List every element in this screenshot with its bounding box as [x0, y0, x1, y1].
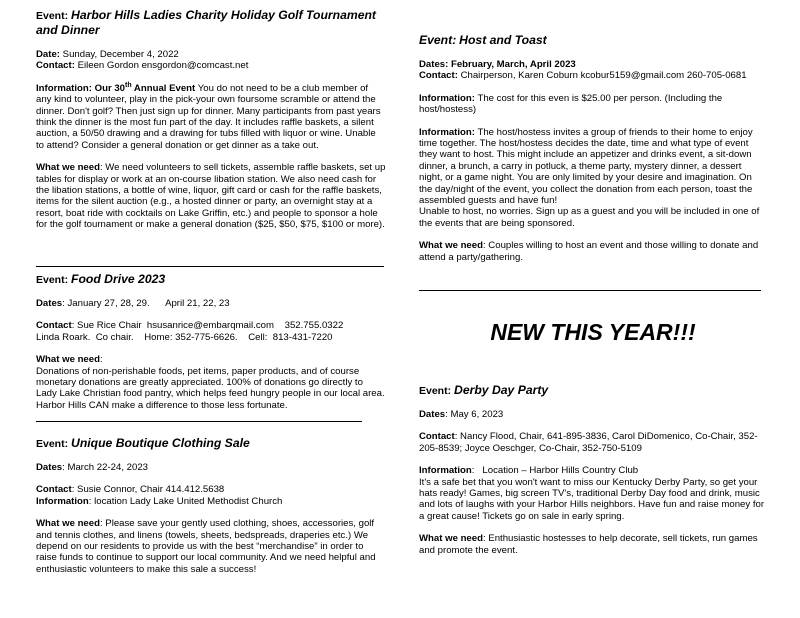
- event-contact: [419, 70, 767, 81]
- contact-label: Contact: [36, 484, 72, 496]
- event-information: [419, 93, 767, 116]
- information-text: It's a safe bet that you won't want to miss our Kentucky Derby Party, so get your hats ready! Games, big screen TV's, traditional Derby Day food and drink, music and lots of laughs with your Harbor Hills neighbors. Have fun and raise money for a great cause! Tickets go on sale in early spring.: [419, 476, 765, 522]
- event-boutique-sale: [36, 436, 386, 575]
- dates-label: Dates: February, March, April 2023: [419, 59, 576, 70]
- section-divider: [36, 266, 384, 267]
- need-text: Donations of non-perishable foods, pet items, paper products, and of course monetary donations are greatly appreciated. 100% of donations go directly to Lady Lake Christian food pantry, which helps feed hungry people in our local area. Harbor Hills CAN make a difference to those less fortunate.: [36, 365, 385, 411]
- event-title: [36, 436, 386, 451]
- dates-label: Dates: [36, 462, 63, 473]
- date-label: Date:: [36, 49, 60, 60]
- new-this-year-heading: NEW THIS YEAR!!!: [490, 319, 696, 345]
- event-label: Event:: [419, 385, 452, 397]
- information-label: Information:: [419, 126, 475, 138]
- information-text: The host/hostess invites a group of friends to their home to enjoy time together. The host/hostess decides the date, time and what type of event they want to host. This might include an appetizer and drinks event, a sit-down dinner, a brunch, a carry in potluck, a theme party, mystery dinner, a dessert night, or a game night. You are only limited by your desire and imagination. On the day/night of the event, you collect the donation from each person, toast the assembled guests and have fun!: [419, 126, 753, 207]
- event-golf-tournament: [36, 8, 386, 231]
- contact-value: : Nancy Flood, Chair, 641-895-3836, Carol DiDomenico, Co-Chair, 352-205-8539; Joyce Oeschger, Co-Chair, 352-750-5109: [419, 431, 758, 454]
- event-food-drive: [36, 272, 386, 411]
- event-information-2: [419, 127, 767, 207]
- event-host-and-toast: [419, 33, 767, 263]
- contact-value: : Susie Connor, Chair 414.412.5638: [71, 484, 225, 496]
- information-label: Information:: [419, 92, 475, 104]
- dates-label: Dates: [419, 409, 446, 420]
- need-text: : Please save your gently used clothing, shoes, accessories, golf and tennis clothes, and linens (towels, sheets, bedspreads, draperies etc.) We depend on our residents to provide us with the best “merchandise” in order to raise funds to continue to support our local community. And we need helpful and enthusiastic volunteers to make this sale a success!: [36, 518, 376, 575]
- event-contact: [36, 320, 386, 331]
- event-what-we-need: [419, 240, 767, 263]
- date-value: Sunday, December 4, 2022: [62, 49, 179, 60]
- information-text: : location Lady Lake United Methodist Church: [88, 495, 283, 507]
- need-label: What we need: [419, 240, 483, 252]
- event-what-we-need: [36, 518, 386, 575]
- info-label-part: Information: Our 30: [36, 82, 126, 94]
- information-label: Information: [36, 495, 89, 507]
- info-superscript: th: [125, 81, 132, 89]
- event-dates: [36, 462, 386, 473]
- event-contact: [36, 60, 386, 71]
- need-label: What we need: [36, 354, 100, 366]
- event-contact: [419, 431, 767, 454]
- contact-value: Eileen Gordon ensgordon@comcast.net: [77, 60, 249, 72]
- need-text: : Couples willing to host an event and those willing to donate and attend a party/gathering.: [419, 240, 759, 263]
- information-location: : Location – Harbor Hills Country Club: [471, 465, 639, 477]
- event-name: Harbor Hills Ladies Charity Holiday Golf Tournament and Dinner: [36, 8, 376, 37]
- event-date: [36, 49, 386, 60]
- contact-label: Contact:: [419, 70, 458, 82]
- event-name: Host and Toast: [459, 33, 547, 47]
- contact-value: Chairperson, Karen Coburn kcobur5159@gmail.com 260-705-0681: [460, 70, 747, 82]
- need-label: What we need: [36, 162, 100, 174]
- information-label: [36, 83, 195, 94]
- event-name: Food Drive 2023: [71, 272, 166, 286]
- need-label: What we need: [36, 518, 100, 530]
- event-information: [36, 83, 386, 151]
- event-information: [36, 496, 386, 507]
- contact-label: Contact:: [36, 60, 75, 72]
- contact-label: Contact: [419, 431, 455, 443]
- section-divider: [419, 290, 761, 291]
- event-name: Unique Boutique Clothing Sale: [71, 436, 250, 450]
- need-text: : Enthusiastic hostesses to help decorate, sell tickets, run games and promote the event.: [419, 533, 758, 556]
- section-divider: [36, 421, 362, 422]
- dates-value: : January 27, 28, 29. April 21, 22, 23: [62, 298, 230, 309]
- dates-label: Dates: [36, 298, 63, 309]
- event-name: Derby Day Party: [454, 383, 549, 397]
- information-text: You do not need to be a club member of any kind to volunteer, play in the pick-your own foursome scramble or attend the dinner. Don't golf? Then just sign up for dinner. Many participants from past years think the dinner is the most fun part of the day. It includes raffle baskets, a silent auction, a 50/50 drawing and a drawing for tubs filled with liquor or wine. Unable to attend? Consider a general donation or get dinner as a take out.: [36, 82, 381, 151]
- contact-label: Contact: [36, 320, 72, 332]
- dates-value: : March 22-24, 2023: [62, 462, 149, 473]
- event-label: Event:: [36, 274, 69, 286]
- need-colon: :: [99, 354, 103, 366]
- event-contact: [36, 484, 386, 495]
- info-label-part2: Annual Event: [131, 82, 196, 94]
- contact-value: : Sue Rice Chair hsusanrice@embarqmail.com 352.755.0322: [71, 320, 344, 332]
- event-information-3: Unable to host, no worries. Sign up as a guest and you will be included in one of the events that are being sponsored.: [419, 206, 760, 229]
- event-dates: [36, 298, 386, 309]
- dates-value: : May 6, 2023: [445, 409, 504, 420]
- information-text: The cost for this even is $25.00 per person. (Including the host/hostess): [419, 92, 723, 116]
- event-title: [36, 272, 386, 287]
- event-derby-day: [419, 383, 767, 556]
- event-title: [419, 383, 767, 398]
- event-information: [419, 465, 767, 476]
- event-what-we-need: [419, 533, 767, 556]
- event-contact-2: Linda Roark. Co chair. Home: 352-775-6626. Cell: 813-431-7220: [36, 331, 333, 343]
- event-title: [419, 33, 767, 48]
- event-label: Event:: [36, 438, 69, 450]
- information-label: Information: [419, 465, 472, 477]
- event-dates: [419, 59, 767, 70]
- event-what-we-need: [36, 162, 386, 230]
- event-label: Event:: [36, 10, 69, 22]
- event-title: [36, 8, 386, 38]
- need-label: What we need: [419, 533, 483, 545]
- event-dates: [419, 409, 767, 420]
- event-label: Event:: [419, 33, 457, 47]
- need-heading: [36, 354, 386, 365]
- need-text: : We need volunteers to sell tickets, assemble raffle baskets, set up tables for display or work at an on-course libation station. We also need cash for the libation stations, a bottle of wine, liquor, gift card or cash for the raffle baskets, items for the silent auction (e.g., a hosted dinner or party, an overnight stay at a resort, boat ride with cocktails on Lake Griffin, etc.) and people to sponsor a hole for the golf tournament or make a general donation ($25, $50, $75, $100 or more).: [36, 162, 386, 231]
